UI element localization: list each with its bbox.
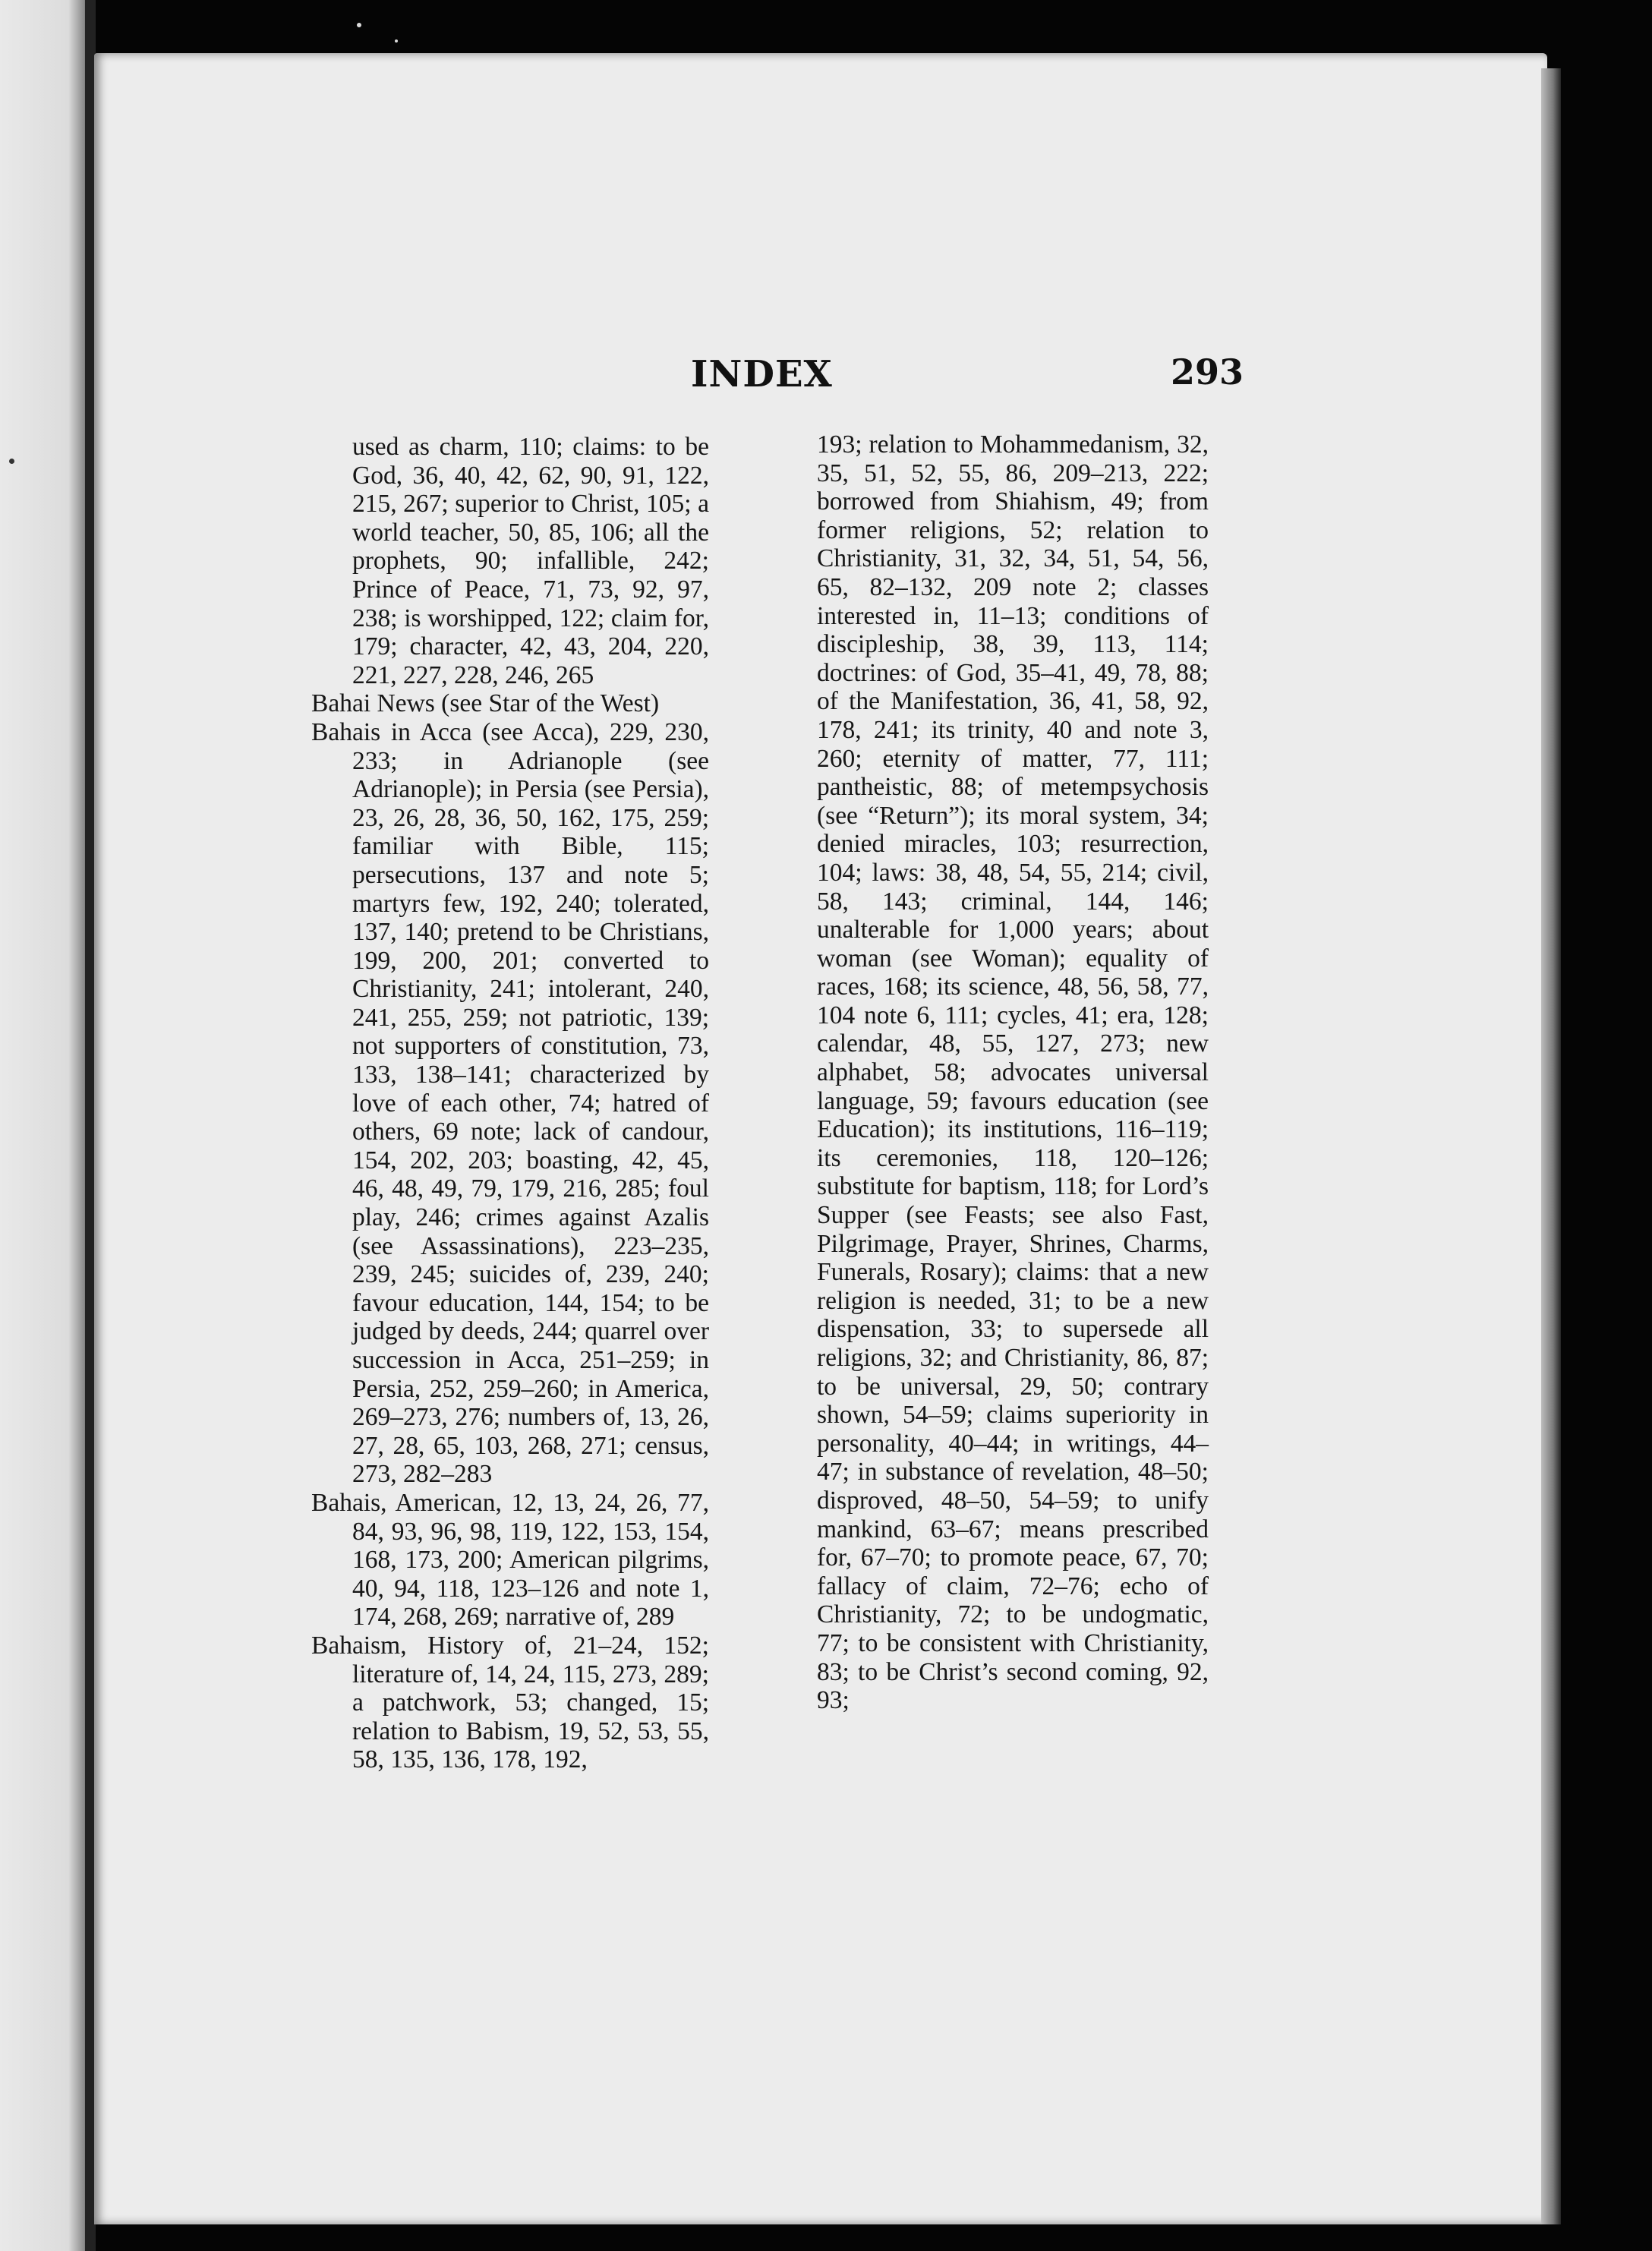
index-entry: Bahai News (see Star of the West): [311, 689, 660, 718]
dust-speck: [357, 23, 361, 27]
facing-page-edge: [0, 0, 91, 2251]
running-title: INDEX: [691, 353, 833, 396]
book-page: [94, 53, 1547, 2224]
index-entry-continuation: used as charm, 110; claims: to be God, 36, 40, 42, 62, 90, 91, 122, 215, 267; superior to Christ, 105; a world teacher, 50, 85, 106; all the prophets, 90; infallible, 242; Prince of Peace, 71, 73, 92, 97, 238; is worshipped, 122; claim for, 179; character, 42, 43, 204, 220, 221, 227, 228, 246, 265: [352, 433, 709, 689]
index-entry: Bahais in Acca (see Acca), 229, 230, 233; in Adrianople (see Adrianople); in Persia (see Persia), 23, 26, 28, 36, 50, 162, 175, 259; familiar with Bible, 115; persecutions, 137 and note 5; martyrs few, 192, 240; tolerated, 137, 140; pretend to be Christians, 199, 200, 201; converted to Christianity, 241; intolerant, 240, 241, 255, 259; not patriotic, 139; not supporters of constitution, 73, 133, 138–141; characterized by love of each other, 74; hatred of others, 69 note; lack of candour, 154, 202, 203; boasting, 42, 45, 46, 48, 49, 79, 179, 216, 285; foul play, 246; crimes against Azalis (see Assassinations), 223–235, 239, 245; suicides of, 239, 240; favour education, 144, 154; to be judged by deeds, 244; quarrel over succession in Acca, 251–259; in Persia, 252, 259–260; in America, 269–273, 276; numbers of, 13, 26, 27, 28, 65, 103, 268, 271; census, 273, 282–283: [311, 717, 709, 1489]
index-entry: Bahais, American, 12, 13, 24, 26, 77, 84, 93, 96, 98, 119, 122, 153, 154, 168, 173, 200; American pilgrims, 40, 94, 118, 123–126 and note 1, 174, 268, 269; narrative of, 289: [311, 1488, 709, 1632]
index-column-right: [817, 430, 1209, 1715]
dust-speck: [9, 459, 14, 464]
page-header: [94, 353, 1547, 406]
index-column-left: [311, 433, 709, 1774]
page-number: 293: [1171, 352, 1244, 393]
page-edge-shadow: [1541, 68, 1561, 2224]
dust-speck: [395, 39, 398, 43]
index-entry-continuation: 193; relation to Mohammedanism, 32, 35, 51, 52, 55, 86, 209–213, 222; borrowed from Shiahism, 49; from former religions, 52; relation to Christianity, 31, 32, 34, 51, 54, 56, 65, 82–132, 209 note 2; classes interested in, 11–13; conditions of discipleship, 38, 39, 113, 114; doctrines: of God, 35–41, 49, 78, 88; of the Manifestation, 36, 41, 58, 92, 178, 241; its trinity, 40 and note 3, 260; eternity of matter, 77, 111; pantheistic, 88; of metempsychosis (see “Return”); its moral system, 34; denied miracles, 103; resurrection, 104; laws: 38, 48, 54, 55, 214; civil, 58, 143; criminal, 144, 146; unalterable for 1,000 years; about woman (see Woman); equality of races, 168; its science, 48, 56, 58, 77, 104 note 6, 111; cycles, 41; era, 128; calendar, 48, 55, 127, 273; new alphabet, 58; advocates universal language, 59; favours education (see Education); its institutions, 116–119; its ceremonies, 118, 120–126; substitute for baptism, 118; for Lord’s Supper (see Feasts; see also Fast, Pilgrimage, Prayer, Shrines, Charms, Funerals, Rosary); claims: that a new religion is needed, 31; to be a new dispensation, 33; to supersede all religions, 32; and Christianity, 86, 87; to be universal, 29, 50; contrary shown, 54–59; claims superiority in personality, 40–44; in writings, 44–47; in substance of revelation, 48–50; disproved, 48–50, 54–59; to unify mankind, 63–67; means prescribed for, 67–70; to promote peace, 67, 70; fallacy of claim, 72–76; echo of Christianity, 72; to be undogmatic, 77; to be consistent with Christianity, 83; to be Christ’s second coming, 92, 93;: [817, 430, 1209, 1715]
index-entry: Bahaism, History of, 21–24, 152; literature of, 14, 24, 115, 273, 289; a patchwork, 53; changed, 15; relation to Babism, 19, 52, 53, 55, 58, 135, 136, 178, 192,: [311, 1631, 709, 1774]
